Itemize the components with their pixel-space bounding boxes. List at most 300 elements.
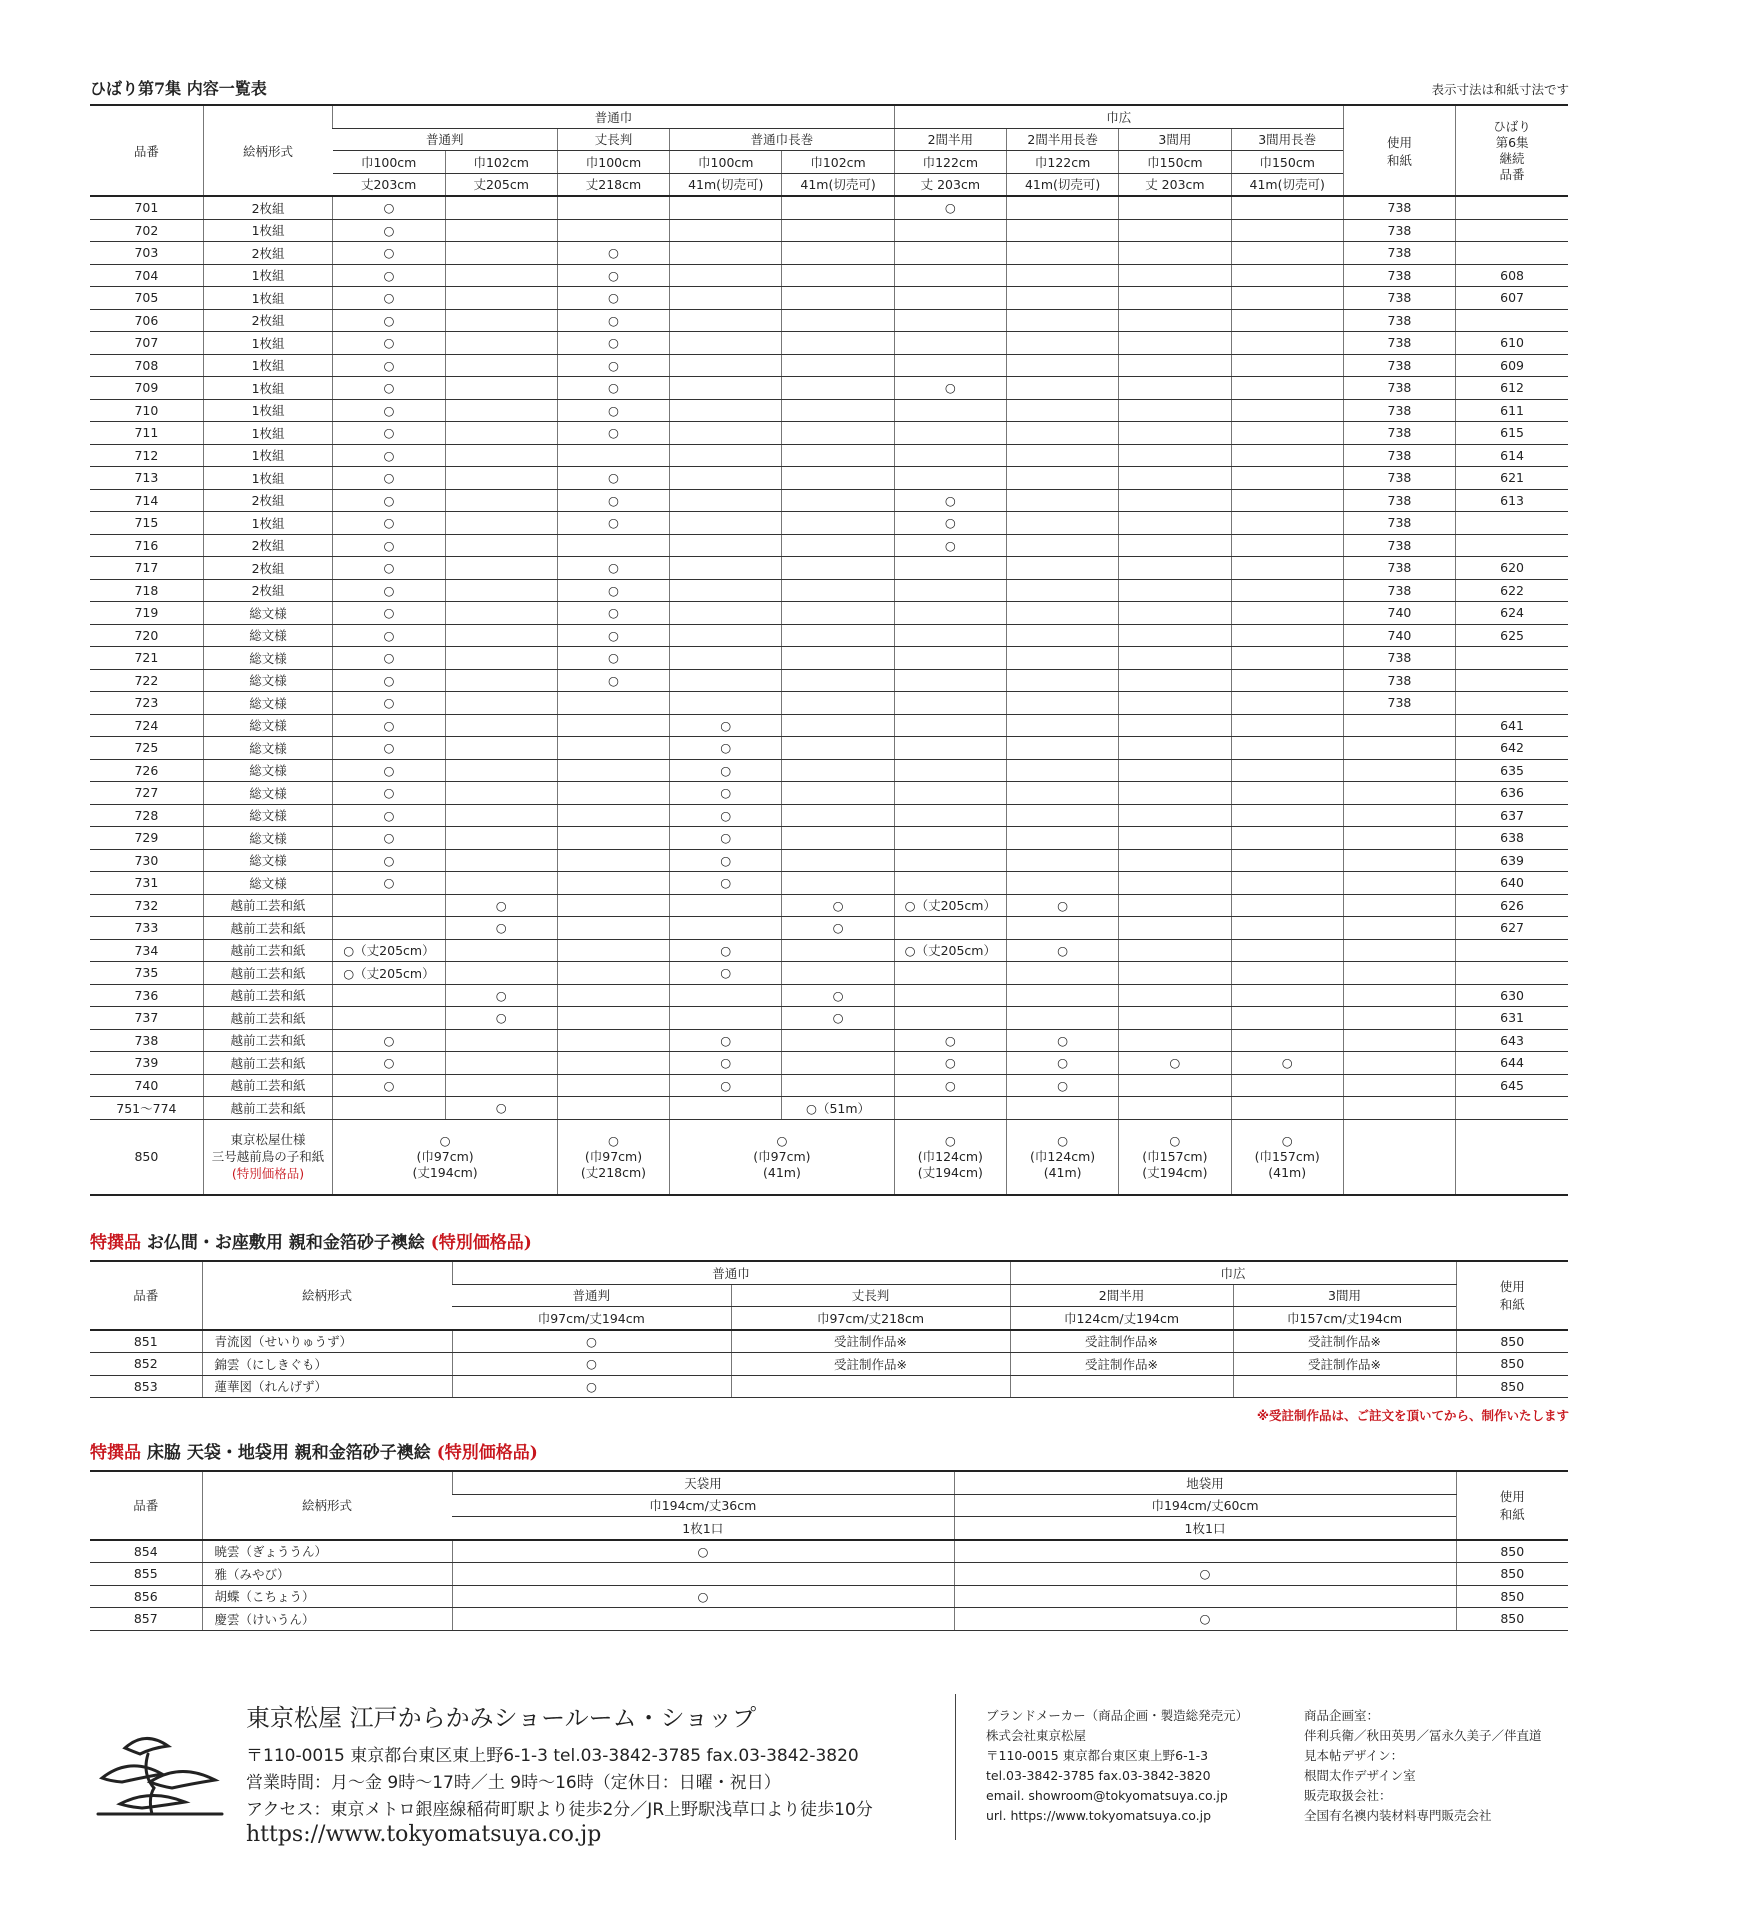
table-cell [1119, 422, 1231, 445]
table-cell [782, 669, 894, 692]
table-row [90, 196, 1568, 219]
table-cell [1119, 399, 1231, 422]
table-row [90, 804, 1568, 827]
table-cell [782, 264, 894, 287]
header-futsuhan: 普通判 [333, 128, 558, 151]
table-cell [1006, 557, 1118, 580]
table-cell: ○ [557, 264, 669, 287]
table-row [90, 1052, 1568, 1075]
table-cell [670, 399, 782, 422]
table-cell [445, 512, 557, 535]
table-cell [1006, 422, 1118, 445]
table-cell [670, 894, 782, 917]
table-cell: 850 [1456, 1353, 1568, 1376]
table-cell [445, 309, 557, 332]
table-cell: 2枚組 [203, 534, 332, 557]
table-cell [445, 827, 557, 850]
table-row [90, 354, 1568, 377]
table-cell [894, 1097, 1006, 1120]
header-takenaga: 丈長判 [557, 128, 669, 151]
s2-header-size: 巾97cm/丈218cm [731, 1307, 1010, 1330]
table-cell [445, 602, 557, 625]
table-cell: ○ [1119, 1052, 1231, 1075]
table-row [90, 1563, 1568, 1586]
table-cell [894, 759, 1006, 782]
table-cell [1006, 512, 1118, 535]
table-cell: 2枚組 [203, 242, 332, 265]
table-cell [782, 377, 894, 400]
table-cell [1119, 939, 1231, 962]
table-cell: 705 [90, 287, 203, 310]
table-cell: 609 [1456, 354, 1568, 377]
table-cell: 越前工芸和紙 [203, 1052, 332, 1075]
section2-title-main: お仏間・お座敷用 親和金箔砂子襖絵 [146, 1233, 425, 1253]
table-cell [1343, 827, 1455, 850]
table-row [90, 917, 1568, 940]
table-cell [1119, 332, 1231, 355]
shop-address: 〒110-0015 東京都台東区東上野6-1-3 tel.03-3842-3785 fax.03-3842-3820 [246, 1746, 859, 1766]
design-label: 見本帖デザイン： [1304, 1748, 1404, 1763]
table-cell: 738 [1343, 354, 1455, 377]
table-cell [1119, 692, 1231, 715]
section2-body [90, 1330, 1568, 1398]
header-hinban: 品番 [90, 105, 203, 196]
table-cell [445, 354, 557, 377]
table-cell: ○ [445, 984, 557, 1007]
table-cell: 越前工芸和紙 [203, 1007, 332, 1030]
table-cell [557, 804, 669, 827]
table-cell [782, 827, 894, 850]
table-cell [1119, 287, 1231, 310]
table-cell [445, 196, 557, 219]
table-cell [1231, 422, 1343, 445]
table-cell: 2枚組 [203, 489, 332, 512]
table-cell [333, 984, 445, 1007]
table-cell [782, 242, 894, 265]
table-cell [782, 714, 894, 737]
table-cell: ○ [333, 669, 445, 692]
table-cell [1119, 894, 1231, 917]
table-cell [1119, 196, 1231, 219]
table-cell [670, 1007, 782, 1030]
table-cell: 1枚組 [203, 287, 332, 310]
table-cell [1006, 196, 1118, 219]
table-cell: ○ [333, 377, 445, 400]
table-cell [1231, 714, 1343, 737]
table-cell [1231, 1074, 1343, 1097]
table-cell: 718 [90, 579, 203, 602]
s2-header-size: 巾124cm/丈194cm [1010, 1307, 1233, 1330]
special-cell: ○ (巾157cm) (丈194cm) [1119, 1119, 1231, 1195]
table-cell [1119, 219, 1231, 242]
table-cell: 738 [1343, 467, 1455, 490]
table-cell [445, 849, 557, 872]
table-cell [1231, 309, 1343, 332]
table-cell: ○ [445, 894, 557, 917]
table-cell: 受註制作品※ [1010, 1330, 1233, 1353]
table-cell [1119, 962, 1231, 985]
s2-header-washi: 使用 和紙 [1456, 1261, 1568, 1330]
table-row [90, 557, 1568, 580]
table-cell [445, 467, 557, 490]
table-cell: ○ [333, 804, 445, 827]
table-cell [1456, 534, 1568, 557]
table-row [90, 1540, 1568, 1563]
table-cell: 614 [1456, 444, 1568, 467]
table-cell [1006, 917, 1118, 940]
table-cell [1231, 692, 1343, 715]
table-cell [670, 377, 782, 400]
table-cell [894, 399, 1006, 422]
table-cell: 738 [1343, 309, 1455, 332]
table-row [90, 1585, 1568, 1608]
table-cell [1231, 287, 1343, 310]
table-row [90, 827, 1568, 850]
table-cell [1231, 602, 1343, 625]
table-cell [1119, 309, 1231, 332]
table-cell: ○ [557, 287, 669, 310]
header-length: 丈205cm [445, 173, 557, 196]
table-cell [1343, 849, 1455, 872]
table-cell [557, 444, 669, 467]
table-cell [894, 242, 1006, 265]
table-cell: ○ [894, 196, 1006, 219]
table-cell: ○ [670, 827, 782, 850]
table-cell [445, 759, 557, 782]
table-cell [782, 444, 894, 467]
maker-url[interactable]: url. https://www.tokyomatsuya.co.jp [986, 1808, 1212, 1823]
table-cell: 722 [90, 669, 203, 692]
special-cell: ○ (巾97cm) (丈194cm) [333, 1119, 558, 1195]
table-cell: 611 [1456, 399, 1568, 422]
table-cell: 総文様 [203, 827, 332, 850]
table-row [90, 782, 1568, 805]
table-cell: 608 [1456, 264, 1568, 287]
table-cell: ○ [894, 512, 1006, 535]
table-cell: 総文様 [203, 602, 332, 625]
table-cell [894, 264, 1006, 287]
table-cell [1231, 444, 1343, 467]
table-cell: 613 [1456, 489, 1568, 512]
table-cell: ○ [557, 422, 669, 445]
table-cell: 636 [1456, 782, 1568, 805]
pine-logo [90, 1718, 230, 1818]
table-row [90, 512, 1568, 535]
table-cell [670, 196, 782, 219]
table-cell: 711 [90, 422, 203, 445]
table-cell [1231, 759, 1343, 782]
table-cell: 2枚組 [203, 309, 332, 332]
table-cell [1231, 624, 1343, 647]
table-cell: 728 [90, 804, 203, 827]
table-cell [670, 332, 782, 355]
table-cell: 総文様 [203, 804, 332, 827]
header-hibari6: ひばり 第6集 継続 品番 [1456, 105, 1568, 196]
table-cell: 630 [1456, 984, 1568, 1007]
table-cell [1343, 737, 1455, 760]
table-row [90, 602, 1568, 625]
table-row [90, 1353, 1568, 1376]
table-cell [1343, 759, 1455, 782]
table-cell [1006, 467, 1118, 490]
table-cell: ○ [670, 962, 782, 985]
size-note: 表示寸法は和紙寸法です [1431, 82, 1569, 97]
table-cell [954, 1585, 1456, 1608]
table-cell [1231, 917, 1343, 940]
table-cell: ○ [557, 624, 669, 647]
table-cell [670, 692, 782, 715]
table-cell: 738 [1343, 647, 1455, 670]
table-cell: ○ [670, 714, 782, 737]
table-cell [1006, 287, 1118, 310]
table-row [90, 219, 1568, 242]
table-cell [894, 827, 1006, 850]
table-cell [1119, 1074, 1231, 1097]
table-cell: ○ [782, 984, 894, 1007]
table-cell: ○ [557, 602, 669, 625]
table-cell: 733 [90, 917, 203, 940]
shop-name: 東京松屋 江戸からかみショールーム・ショップ [246, 1704, 757, 1732]
table-cell: 850 [1456, 1540, 1568, 1563]
table-cell [1119, 782, 1231, 805]
table-cell [1119, 827, 1231, 850]
table-cell: 1枚組 [203, 354, 332, 377]
table-cell: 622 [1456, 579, 1568, 602]
table-cell: ○ [333, 287, 445, 310]
table-cell [782, 782, 894, 805]
table-cell: ○ [557, 579, 669, 602]
table-cell: ○ [1231, 1052, 1343, 1075]
table-cell: ○ [333, 354, 445, 377]
table-cell [557, 872, 669, 895]
table-cell: ○ [557, 489, 669, 512]
table-cell [670, 647, 782, 670]
table-cell [1231, 512, 1343, 535]
table-cell [1343, 872, 1455, 895]
table-cell [894, 422, 1006, 445]
table-cell [1119, 737, 1231, 760]
s3-header-set: 1枚1口 [954, 1517, 1456, 1540]
table-cell: 734 [90, 939, 203, 962]
table-cell: 631 [1456, 1007, 1568, 1030]
table-cell: ○ [557, 557, 669, 580]
table-cell: 総文様 [203, 872, 332, 895]
table-cell: ○ [557, 354, 669, 377]
header-egara: 絵柄形式 [203, 105, 332, 196]
table-cell: ○ [452, 1540, 954, 1563]
table-cell [1343, 1007, 1455, 1030]
section3-title-red: 特撰品 [90, 1443, 141, 1463]
table-cell: ○ [333, 196, 445, 219]
table-cell: ○ [670, 759, 782, 782]
table-cell [557, 917, 669, 940]
s2-header-size: 巾97cm/丈194cm [452, 1307, 731, 1330]
table-cell [1231, 242, 1343, 265]
table-cell [445, 692, 557, 715]
table-cell [1119, 917, 1231, 940]
table-cell [445, 669, 557, 692]
table-cell [445, 422, 557, 445]
s3-header-washi: 使用 和紙 [1456, 1471, 1568, 1540]
table-cell [670, 579, 782, 602]
table-cell: 635 [1456, 759, 1568, 782]
special-cell: ○ (巾124cm) (41m) [1006, 1119, 1118, 1195]
table-cell [1231, 534, 1343, 557]
table-cell [1006, 354, 1118, 377]
table-cell [557, 196, 669, 219]
table-cell [557, 849, 669, 872]
table-cell [894, 1007, 1006, 1030]
table-cell [1231, 219, 1343, 242]
table-row [90, 1097, 1568, 1120]
table-cell [894, 692, 1006, 715]
table-cell [782, 287, 894, 310]
table-cell [1006, 759, 1118, 782]
table-cell: ○ [557, 399, 669, 422]
table-cell: 717 [90, 557, 203, 580]
table-cell: 713 [90, 467, 203, 490]
table-row [90, 489, 1568, 512]
table-cell: 受註制作品※ [1233, 1353, 1456, 1376]
s2-header-sanken: 3間用 [1233, 1284, 1456, 1307]
table-cell [1231, 557, 1343, 580]
section2-title-paren: (特別価格品) [430, 1233, 532, 1253]
table-cell [1006, 737, 1118, 760]
table-cell [782, 759, 894, 782]
table-cell [445, 287, 557, 310]
table-cell [333, 1097, 445, 1120]
table-cell [782, 219, 894, 242]
table-cell: 850 [1456, 1608, 1568, 1631]
table-cell [670, 669, 782, 692]
table-cell [670, 602, 782, 625]
table-cell: ○（丈205cm） [333, 939, 445, 962]
table-cell: ○ [452, 1330, 731, 1353]
table-cell: 620 [1456, 557, 1568, 580]
header-futsuhaba: 普通巾 [333, 105, 894, 128]
table-cell [557, 939, 669, 962]
table-cell: ○ [333, 782, 445, 805]
maker-email[interactable]: email. showroom@tokyomatsuya.co.jp [986, 1788, 1228, 1803]
table-cell: ○ [670, 1029, 782, 1052]
table-cell [1231, 804, 1343, 827]
s2-header-futsuhaba: 普通巾 [452, 1261, 1010, 1284]
table-cell: ○（丈205cm） [333, 962, 445, 985]
shop-url-link[interactable]: https://www.tokyomatsuya.co.jp [246, 1822, 602, 1847]
table-cell: ○ [452, 1375, 731, 1398]
table-cell [1231, 782, 1343, 805]
table-row [90, 872, 1568, 895]
table-cell [1343, 782, 1455, 805]
table-cell: ○ [333, 399, 445, 422]
table-cell [1233, 1375, 1456, 1398]
table-cell: 慶雲（けいうん） [202, 1608, 452, 1631]
table-cell [670, 489, 782, 512]
design-name: 根間太作デザイン室 [1304, 1768, 1416, 1783]
s3-header-set: 1枚1口 [452, 1517, 954, 1540]
table-cell [1231, 647, 1343, 670]
table-cell [782, 692, 894, 715]
table-cell: 731 [90, 872, 203, 895]
section2-title [90, 1228, 532, 1253]
table-cell [557, 737, 669, 760]
table-cell [1231, 984, 1343, 1007]
header-washi: 使用 和紙 [1343, 105, 1455, 196]
table-cell [1231, 1029, 1343, 1052]
table-cell [1006, 534, 1118, 557]
table-cell [445, 264, 557, 287]
table-cell: 総文様 [203, 714, 332, 737]
table-cell: 総文様 [203, 782, 332, 805]
table-row [90, 984, 1568, 1007]
special-egara-line1: 東京松屋仕様 [230, 1132, 306, 1147]
table-cell [670, 354, 782, 377]
header-length: 41m(切売可) [1231, 173, 1343, 196]
table-cell: 851 [90, 1330, 202, 1353]
table-cell [445, 1029, 557, 1052]
table-row [90, 1330, 1568, 1353]
table-cell [1456, 219, 1568, 242]
table-cell: 703 [90, 242, 203, 265]
table-cell [1456, 692, 1568, 715]
table-cell [1119, 354, 1231, 377]
table-cell: 610 [1456, 332, 1568, 355]
table-cell: ○ [333, 512, 445, 535]
credits [1304, 1706, 1542, 1826]
table-cell [1343, 1074, 1455, 1097]
header-width: 巾122cm [894, 151, 1006, 174]
table-cell: ○ [1006, 894, 1118, 917]
table-cell [445, 804, 557, 827]
table-cell [1006, 399, 1118, 422]
table-cell: ○ [333, 264, 445, 287]
table-cell [1119, 467, 1231, 490]
s2-header-habahiro: 巾広 [1010, 1261, 1456, 1284]
table-cell: 受註制作品※ [731, 1330, 1010, 1353]
table-cell: 738 [1343, 444, 1455, 467]
header-width: 巾100cm [333, 151, 445, 174]
table-cell: 総文様 [203, 759, 332, 782]
table-cell: ○ [557, 377, 669, 400]
table-cell: 737 [90, 1007, 203, 1030]
table-cell: 706 [90, 309, 203, 332]
table-cell [670, 624, 782, 647]
table-cell: 受註制作品※ [1010, 1353, 1233, 1376]
table-cell [670, 557, 782, 580]
table-cell: 640 [1456, 872, 1568, 895]
table-cell: 受註制作品※ [1233, 1330, 1456, 1353]
table-cell [894, 309, 1006, 332]
table-cell [782, 512, 894, 535]
table-cell [1456, 309, 1568, 332]
table-cell [1119, 534, 1231, 557]
header-width: 巾100cm [557, 151, 669, 174]
table-cell [1343, 1097, 1455, 1120]
table-cell [1006, 692, 1118, 715]
table-cell [1119, 264, 1231, 287]
table-cell [1006, 827, 1118, 850]
table-cell [1119, 489, 1231, 512]
table-cell: ○ [333, 534, 445, 557]
table-cell: ○ [333, 827, 445, 850]
table-cell [894, 219, 1006, 242]
table-cell [782, 804, 894, 827]
page-title: ひばり第7集 内容一覧表 [90, 79, 267, 98]
table-cell: 856 [90, 1585, 202, 1608]
table-cell: ○ [333, 849, 445, 872]
table-cell: ○ [894, 1052, 1006, 1075]
table-cell [1119, 714, 1231, 737]
